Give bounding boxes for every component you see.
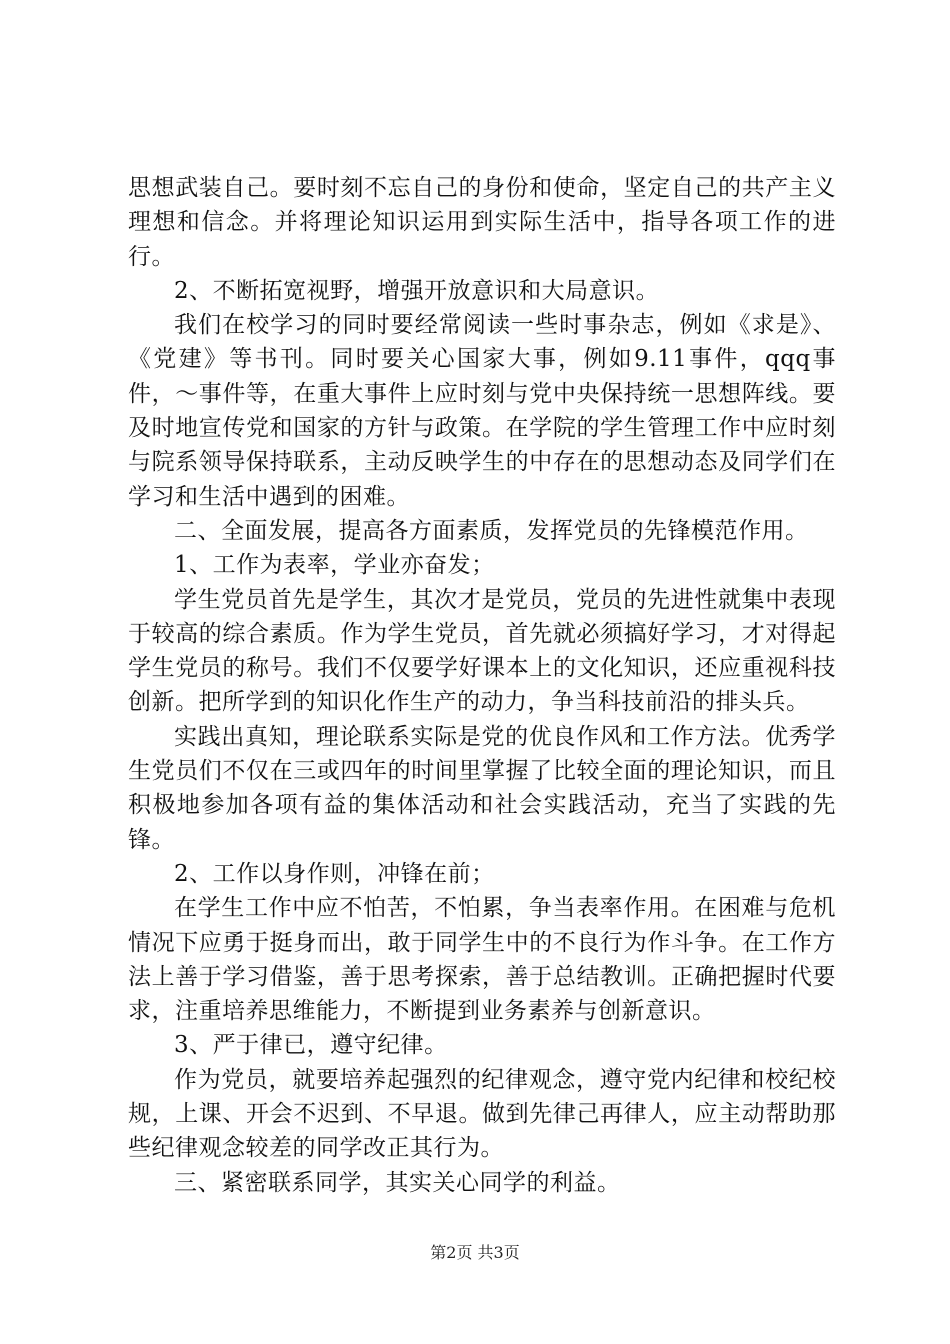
- paragraph: 1、工作为表率，学业亦奋发；: [174, 552, 495, 579]
- paragraph: 学生党员首先是学生，其次才是党员，党员的先进性就集中表现于较高的综合素质。作为学生党员，首先就必须搞好学习，才对得起学生党员的称号。我们不仅要学好课本上的文化知识，还应重视科技创新。把所学到的知识化作生产的动力，争当科技前沿的排头兵。: [128, 586, 836, 716]
- page-footer: 第2页 共3页: [430, 1243, 520, 1262]
- paragraph: 在学生工作中应不怕苦，不怕累，争当表率作用。在困难与危机情况下应勇于挺身而出，敢于同学生中的不良行为作斗争。在工作方法上善于学习借鉴，善于思考探索，善于总结教训。正确把握时代要求，注重培养思维能力，不断提到业务素养与创新意识。: [128, 895, 836, 1025]
- paragraph: 3、严于律已，遵守纪律。: [174, 1032, 448, 1059]
- paragraph: 实践出真知，理论联系实际是党的优良作风和工作方法。优秀学生党员们不仅在三或四年的时间里掌握了比较全面的理论知识，而且积极地参加各项有益的集体活动和社会实践活动，充当了实践的先锋。: [128, 723, 836, 853]
- paragraph: 思想武装自己。要时刻不忘自己的身份和使命，坚定自己的共产主义理想和信念。并将理论知识运用到实际生活中，指导各项工作的进行。: [128, 175, 836, 270]
- paragraph: 2、不断拓宽视野，增强开放意识和大局意识。: [174, 277, 660, 304]
- paragraph: 作为党员，就要培养起强烈的纪律观念，遵守党内纪律和校纪校规，上课、开会不迟到、不早退。做到先律己再律人，应主动帮助那些纪律观念较差的同学改正其行为。: [128, 1066, 836, 1162]
- document-body: [128, 171, 836, 1200]
- paragraph: 2、工作以身作则，冲锋在前；: [174, 860, 495, 887]
- paragraph: 三、紧密联系同学，其实关心同学的利益。: [174, 1169, 621, 1196]
- paragraph: 我们在校学习的同时要经常阅读一些时事杂志，例如《求是》、《党建》等书刊。同时要关心国家大事，例如9.11事件，qqq事件，～事件等，在重大事件上应时刻与党中央保持统一思想阵线。要及时地宣传党和国家的方针与政策。在学院的学生管理工作中应时刻与院系领导保持联系，主动反映学生的中存在的思想动态及同学们在学习和生活中遇到的困难。: [128, 312, 836, 510]
- paragraph: 二、全面发展，提高各方面素质，发挥党员的先锋模范作用。: [174, 517, 809, 544]
